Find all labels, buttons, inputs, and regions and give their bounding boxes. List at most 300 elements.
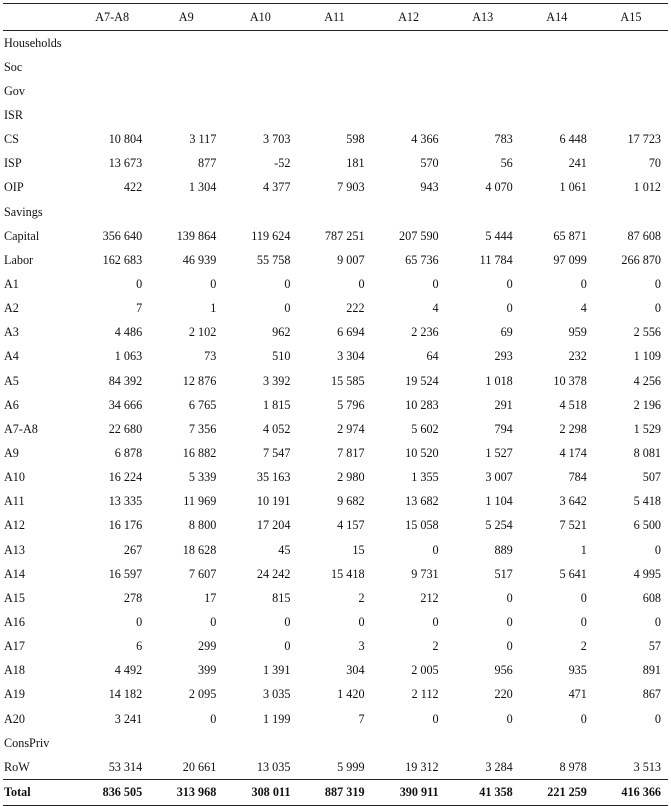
table-cell: 1 061 [559,180,587,195]
table-cell: 7 817 [337,445,365,460]
table-cell: 1 012 [633,180,661,195]
table-cell: 53 314 [108,759,143,774]
table-cell: 0 [580,711,587,726]
table-cell: 3 284 [485,759,513,774]
row-label: A2 [4,301,19,316]
table-cell: 962 [272,325,291,340]
table-cell: 4 [580,301,587,316]
table-cell: 10 378 [553,373,587,388]
table-cell: 7 [358,711,365,726]
table-cell: 0 [654,542,661,557]
table-cell: 889 [494,542,513,557]
table-cell: 7 547 [263,445,291,460]
table-cell: 13 335 [108,494,143,509]
table-cell: 0 [284,301,291,316]
table-row [3,31,668,56]
table-cell [297,31,371,56]
table-cell: 65 871 [553,228,587,243]
table-cell [594,731,668,755]
table-cell: 4 995 [633,566,661,581]
table-cell: 207 590 [399,228,439,243]
table-cell: 2 [432,639,439,654]
row-label: ISR [4,107,23,122]
table-cell [149,103,223,127]
table-cell: 45 [278,542,291,557]
table-row [3,152,668,176]
table-cell: 87 608 [627,228,661,243]
table-cell: 2 112 [411,687,439,702]
table-cell: 6 694 [337,325,365,340]
table-cell: 0 [432,614,439,629]
table-cell: 877 [198,156,217,171]
row-label: A12 [4,518,25,533]
table-cell [223,103,297,127]
table-row [3,272,668,296]
table-cell [297,200,371,224]
table-row [3,345,668,369]
table-row [3,176,668,200]
total-cell: 313 968 [176,785,217,800]
table-cell: 267 [123,542,143,557]
table-cell [223,731,297,755]
row-label: Labor [4,252,34,267]
row-label: Savings [4,204,43,219]
column-header: A10 [249,9,271,24]
table-cell: 56 [500,156,513,171]
table-cell: 17 204 [256,518,291,533]
table-cell: 3 392 [263,373,291,388]
table-cell: 1 104 [485,494,513,509]
table-cell [594,55,668,79]
table-row [3,224,668,248]
table-cell: 17 [204,590,217,605]
total-row [3,780,668,806]
table-cell: 4 492 [114,663,143,678]
table-cell [520,79,594,103]
table-cell: 0 [580,590,587,605]
table-row [3,514,668,538]
table-row [3,369,668,393]
table-row [3,586,668,610]
table-row [3,103,668,127]
table-cell: 4 486 [114,325,143,340]
table-cell: 8 800 [188,518,217,533]
table-cell: 7 356 [188,421,217,436]
table-cell: 97 099 [553,252,587,267]
table-cell: 3 642 [559,494,587,509]
table-cell: 14 182 [108,687,143,702]
table-cell [75,200,149,224]
column-header: A12 [398,9,420,24]
table-cell: 0 [284,276,291,291]
table-cell: 3 513 [633,759,661,774]
table-cell: 24 242 [256,566,291,581]
table-cell: 1 109 [633,349,661,364]
table-cell: 5 254 [485,518,513,533]
table-cell: 7 607 [188,566,217,581]
table-cell: 8 081 [633,445,661,460]
table-cell [520,103,594,127]
row-label: A5 [4,373,19,388]
row-label: A16 [4,614,25,629]
table-cell [297,103,371,127]
table-body [3,31,668,806]
row-label: ISP [4,156,22,171]
table-cell [594,31,668,56]
table-cell: 6 878 [114,445,143,460]
table-cell: 6 [136,639,143,654]
row-label: A6 [4,397,19,412]
table-cell: 2 [580,639,587,654]
table-cell [372,79,446,103]
table-cell [446,55,520,79]
table-cell: 517 [494,566,513,581]
table-cell: 4 [432,301,439,316]
row-label: A20 [4,711,25,726]
row-label: A4 [4,349,19,364]
table-cell: 0 [358,614,365,629]
table-cell: 304 [346,663,365,678]
table-cell: 815 [272,590,291,605]
table-row [3,466,668,490]
table-cell: 3 [358,639,365,654]
row-label: A10 [4,470,25,485]
table-row [3,635,668,659]
table-cell: 6 448 [559,132,587,147]
table-row [3,297,668,321]
table-cell: 0 [284,639,291,654]
table-cell: 15 [352,542,365,557]
table-cell: 17 723 [627,132,661,147]
table-cell: 4 157 [337,518,365,533]
row-label: A9 [4,445,19,460]
table-cell: 19 524 [405,373,439,388]
table-cell [149,200,223,224]
table-cell: 16 176 [108,518,143,533]
table-cell: 2 [358,590,365,605]
table-cell: 55 758 [256,252,291,267]
table-cell: 266 870 [621,252,661,267]
row-label: A1 [4,276,19,291]
table-cell: 4 377 [263,180,291,195]
table-cell: 13 673 [108,156,143,171]
table-cell [75,55,149,79]
table-cell: 0 [654,301,661,316]
total-cell: 416 366 [621,785,661,800]
table-cell: 1 304 [188,180,217,195]
table-cell [446,103,520,127]
table-row [3,707,668,731]
row-label: CS [4,132,19,147]
table-cell: 0 [210,614,217,629]
table-cell: 1 199 [263,711,291,726]
table-cell: 2 196 [633,397,661,412]
table-cell: 4 052 [263,421,291,436]
total-cell: 221 259 [547,785,587,800]
table-cell: 1 420 [337,687,365,702]
sam-table-container [3,3,668,806]
table-cell: 471 [568,687,587,702]
table-cell: 16 597 [108,566,143,581]
table-cell: 15 418 [331,566,365,581]
table-cell: 7 [136,301,143,316]
table-cell: 0 [210,276,217,291]
table-cell: 0 [284,614,291,629]
table-cell: 399 [198,663,217,678]
total-cell: 390 911 [399,785,439,800]
table-cell: -52 [274,156,291,171]
table-row [3,731,668,755]
table-cell: 787 251 [324,228,365,243]
table-cell [297,79,371,103]
row-label: A19 [4,687,25,702]
table-cell: 1 063 [114,349,143,364]
header-corner [3,4,75,31]
table-cell: 608 [642,590,661,605]
table-cell: 0 [506,590,513,605]
table-cell: 291 [494,397,513,412]
table-cell: 64 [426,349,439,364]
table-cell: 73 [204,349,217,364]
table-cell: 956 [494,663,513,678]
table-cell: 222 [346,301,365,316]
table-cell: 0 [432,711,439,726]
row-label: RoW [4,759,30,774]
column-header: A9 [178,9,194,24]
header-row [3,4,668,31]
table-cell: 57 [648,639,661,654]
table-row [3,683,668,707]
column-header: A14 [546,9,568,24]
table-cell: 0 [432,542,439,557]
column-header: A11 [324,9,345,24]
table-cell [520,31,594,56]
table-cell: 11 969 [183,494,217,509]
table-cell: 11 784 [479,252,513,267]
row-label: A3 [4,325,19,340]
table-cell: 65 736 [405,252,439,267]
row-label: A13 [4,542,25,557]
table-row [3,417,668,441]
table-cell: 22 680 [108,421,143,436]
table-cell: 15 058 [405,518,439,533]
table-cell: 6 500 [633,518,661,533]
table-cell [149,55,223,79]
row-label: Capital [4,228,40,243]
table-cell: 507 [642,470,661,485]
table-cell: 181 [346,156,365,171]
table-cell: 356 640 [102,228,143,243]
table-cell: 0 [136,614,143,629]
table-cell: 0 [210,711,217,726]
table-cell [223,55,297,79]
table-cell: 2 556 [633,325,661,340]
table-cell: 46 939 [182,252,217,267]
table-cell: 16 882 [182,445,217,460]
table-cell: 34 666 [108,397,143,412]
table-cell: 1 [580,542,587,557]
table-cell: 0 [506,301,513,316]
table-cell: 139 864 [176,228,217,243]
table-cell [75,103,149,127]
table-cell: 3 117 [189,132,217,147]
table-cell: 0 [506,711,513,726]
table-cell: 0 [580,276,587,291]
table-cell: 0 [654,276,661,291]
table-row [3,610,668,634]
table-row [3,128,668,152]
table-cell: 2 980 [337,470,365,485]
table-cell: 794 [494,421,513,436]
table-cell: 4 174 [559,445,587,460]
table-cell: 2 095 [188,687,217,702]
table-cell: 293 [494,349,513,364]
table-cell: 1 [210,301,217,316]
table-row [3,55,668,79]
table-cell: 4 366 [411,132,439,147]
table-cell: 2 236 [411,325,439,340]
table-cell [75,31,149,56]
table-cell: 10 191 [256,494,291,509]
total-cell: 887 319 [324,785,365,800]
table-cell: 20 661 [182,759,217,774]
table-cell [223,79,297,103]
table-cell [297,55,371,79]
table-cell: 69 [500,325,513,340]
column-header: A13 [472,9,494,24]
table-cell: 2 005 [411,663,439,678]
table-cell: 7 903 [337,180,365,195]
table-cell: 784 [568,470,587,485]
row-label: OIP [4,180,24,195]
table-cell: 84 392 [108,373,143,388]
table-cell: 3 007 [485,470,513,485]
row-label: Gov [4,83,25,98]
table-cell [446,200,520,224]
table-cell [446,731,520,755]
table-cell: 19 312 [405,759,439,774]
table-cell: 232 [568,349,587,364]
table-cell: 598 [346,132,365,147]
table-cell: 935 [568,663,587,678]
table-cell: 5 602 [411,421,439,436]
table-row [3,538,668,562]
table-cell: 943 [420,180,439,195]
table-row [3,248,668,272]
table-cell: 1 527 [485,445,513,460]
row-label: A17 [4,639,25,654]
table-cell [223,200,297,224]
table-cell: 0 [580,614,587,629]
total-cell: 836 505 [102,785,143,800]
table-cell: 0 [506,614,513,629]
table-cell: 12 876 [182,373,217,388]
table-cell: 15 585 [331,373,365,388]
table-row [3,393,668,417]
table-cell: 5 641 [559,566,587,581]
table-cell: 4 518 [559,397,587,412]
table-cell: 1 815 [263,397,291,412]
row-label: A14 [4,566,25,581]
table-cell: 783 [494,132,513,147]
table-cell: 4 256 [633,373,661,388]
table-cell: 13 035 [256,759,291,774]
table-cell [594,79,668,103]
table-cell [149,731,223,755]
table-cell: 212 [420,590,439,605]
table-cell [594,200,668,224]
table-cell: 241 [568,156,587,171]
table-row [3,562,668,586]
table-cell: 1 529 [633,421,661,436]
table-row [3,441,668,465]
table-cell: 2 974 [337,421,365,436]
table-cell: 3 241 [114,711,143,726]
table-cell: 18 628 [182,542,217,557]
table-cell: 35 163 [256,470,291,485]
table-cell [372,103,446,127]
table-row [3,755,668,780]
table-cell: 6 765 [188,397,217,412]
table-cell: 16 224 [108,470,143,485]
table-cell: 570 [420,156,439,171]
table-cell: 220 [494,687,513,702]
table-row [3,659,668,683]
table-cell: 299 [198,639,217,654]
table-cell [75,79,149,103]
table-cell: 10 283 [405,397,439,412]
table-cell: 162 683 [102,252,143,267]
table-cell: 0 [432,276,439,291]
table-cell: 9 007 [337,252,365,267]
table-cell: 0 [136,276,143,291]
table-row [3,79,668,103]
table-row [3,490,668,514]
table-cell: 3 703 [263,132,291,147]
table-cell: 119 624 [251,228,291,243]
table-cell [446,79,520,103]
table-cell: 3 035 [263,687,291,702]
table-cell: 9 682 [337,494,365,509]
table-cell [520,200,594,224]
table-cell: 0 [654,711,661,726]
table-cell: 8 978 [559,759,587,774]
table-cell: 3 304 [337,349,365,364]
table-cell [149,31,223,56]
table-cell [372,200,446,224]
table-cell: 5 418 [633,494,661,509]
table-row [3,321,668,345]
row-label: A15 [4,590,25,605]
table-cell: 891 [642,663,661,678]
table-cell: 5 796 [337,397,365,412]
table-header [3,4,668,31]
total-label: Total [4,785,31,800]
table-cell: 1 391 [263,663,291,678]
table-cell: 9 731 [411,566,439,581]
table-cell: 867 [642,687,661,702]
table-cell: 1 355 [411,470,439,485]
row-label: Households [4,35,62,50]
row-label: A18 [4,663,25,678]
column-header: A7-A8 [95,9,130,24]
table-cell [149,79,223,103]
table-cell: 70 [648,156,661,171]
table-cell: 0 [506,276,513,291]
table-cell: 4 070 [485,180,513,195]
table-cell [372,55,446,79]
table-cell [446,31,520,56]
